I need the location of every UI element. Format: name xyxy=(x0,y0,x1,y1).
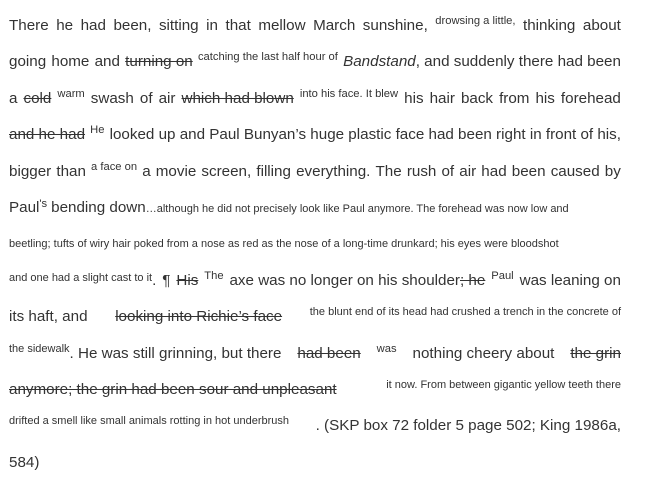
deleted-text: ; he xyxy=(459,271,486,289)
insertion-text: and one had a slight cast to it xyxy=(9,271,153,284)
insertion-text: He xyxy=(90,124,105,137)
insertion-text: the sidewalk xyxy=(9,342,70,355)
word: had xyxy=(481,162,507,180)
word: had xyxy=(80,17,106,34)
sentence-text: . He was still grinning, but there xyxy=(69,344,282,362)
word: he xyxy=(56,17,74,34)
deleted-text: anymore; the grin had been sour and unpleasant xyxy=(9,380,337,398)
passage-line-5 xyxy=(9,154,621,190)
pilcrow-mark: ¶ xyxy=(162,271,171,289)
word: bigger xyxy=(9,162,52,180)
word: , and suddenly there had been xyxy=(415,53,621,71)
word: his xyxy=(535,89,555,107)
word: forehead xyxy=(560,89,621,107)
word: mellow xyxy=(258,17,306,34)
insertion-text: catching the last half hour of xyxy=(197,51,338,64)
word: home xyxy=(51,53,90,71)
sentence-text: axe was no longer on his shoulder xyxy=(229,271,460,289)
word: sitting xyxy=(158,17,199,34)
insertion-text: the blunt end of its head had crushed a trench in the concrete of xyxy=(309,306,621,319)
word: air xyxy=(158,89,176,107)
insertion-text: beetling; tufts of wiry hair poked from a nose as red as the nose of a long-time drunkard; his eyes were bloodshot xyxy=(9,238,559,251)
insertion-text: warm xyxy=(57,87,85,100)
word: by xyxy=(604,162,621,180)
title-bandstand: Bandstand xyxy=(343,53,416,71)
word: screen, xyxy=(201,162,252,180)
word: March xyxy=(313,17,356,34)
word: everything. xyxy=(296,162,371,180)
insertion-group xyxy=(9,263,156,300)
deleted-text: His xyxy=(176,271,199,289)
sentence-text: its haft, and xyxy=(9,308,88,326)
citation-text: 584) xyxy=(9,453,40,471)
insertion-text: into his face. It blew xyxy=(299,87,399,100)
word: hair xyxy=(429,89,455,107)
passage-line-6 xyxy=(9,190,621,226)
word: thinking xyxy=(523,17,576,34)
word: been, xyxy=(113,17,152,34)
word: filling xyxy=(256,162,291,180)
word: Paul xyxy=(9,198,40,216)
word: The xyxy=(375,162,402,180)
deleted-text: cold xyxy=(23,89,52,107)
sentence-text: nothing cheery about xyxy=(412,344,555,362)
word: a xyxy=(9,89,18,107)
passage-line-7 xyxy=(9,226,621,262)
word: caused xyxy=(550,162,600,180)
word: been xyxy=(511,162,546,180)
word: going xyxy=(9,53,47,71)
word: of xyxy=(441,162,455,180)
insertion-text: The xyxy=(204,269,224,282)
passage-line-13 xyxy=(9,445,621,481)
deleted-text: looking into Richie’s face xyxy=(115,308,283,326)
insertion-text: drifted a smell like small animals rotting in hot underbrush xyxy=(9,415,290,428)
word: sunshine, xyxy=(362,17,428,34)
passage-line-12 xyxy=(9,408,621,444)
word: air xyxy=(459,162,477,180)
deleted-text: the grin xyxy=(570,344,621,362)
insertion-text: …although he did not precisely look like Paul anymore. The forehead was now low and xyxy=(145,202,569,215)
word: rush xyxy=(406,162,437,180)
insertion-text: 's xyxy=(39,197,48,210)
insertion-text: drowsing a little, xyxy=(435,15,516,27)
word: of xyxy=(139,89,153,107)
deleted-text: which had blown xyxy=(181,89,294,107)
deleted-text: had been xyxy=(297,344,361,362)
word: his xyxy=(404,89,424,107)
word: a xyxy=(142,162,151,180)
word: in xyxy=(206,17,218,34)
insertion-group xyxy=(9,336,281,373)
word: bending down xyxy=(51,198,146,216)
insertion-text: it now. From between gigantic yellow teeth there xyxy=(386,378,621,391)
sentence-text: was leaning on xyxy=(519,271,621,289)
word: that xyxy=(225,17,251,34)
deleted-text: and he had xyxy=(9,126,86,144)
insertion-text: was xyxy=(376,342,397,355)
word: . xyxy=(152,271,157,289)
deleted-text: turning on xyxy=(125,53,193,71)
word: about xyxy=(582,17,621,34)
manuscript-passage xyxy=(9,8,621,481)
sentence-text: looked up and Paul Bunyan’s huge plastic face had been right in front of his, xyxy=(109,126,621,144)
word: back xyxy=(460,89,494,107)
passage-line-9 xyxy=(9,299,621,335)
citation-text: . (SKP box 72 folder 5 page 502; King 1986a, xyxy=(315,417,621,435)
word: There xyxy=(9,17,49,34)
insertion-text: a face on xyxy=(91,160,138,173)
word: from xyxy=(499,89,530,107)
word: and xyxy=(94,53,120,71)
word: swash xyxy=(90,89,134,107)
insertion-text: Paul xyxy=(491,269,514,282)
word: than xyxy=(56,162,86,180)
word: movie xyxy=(155,162,197,180)
